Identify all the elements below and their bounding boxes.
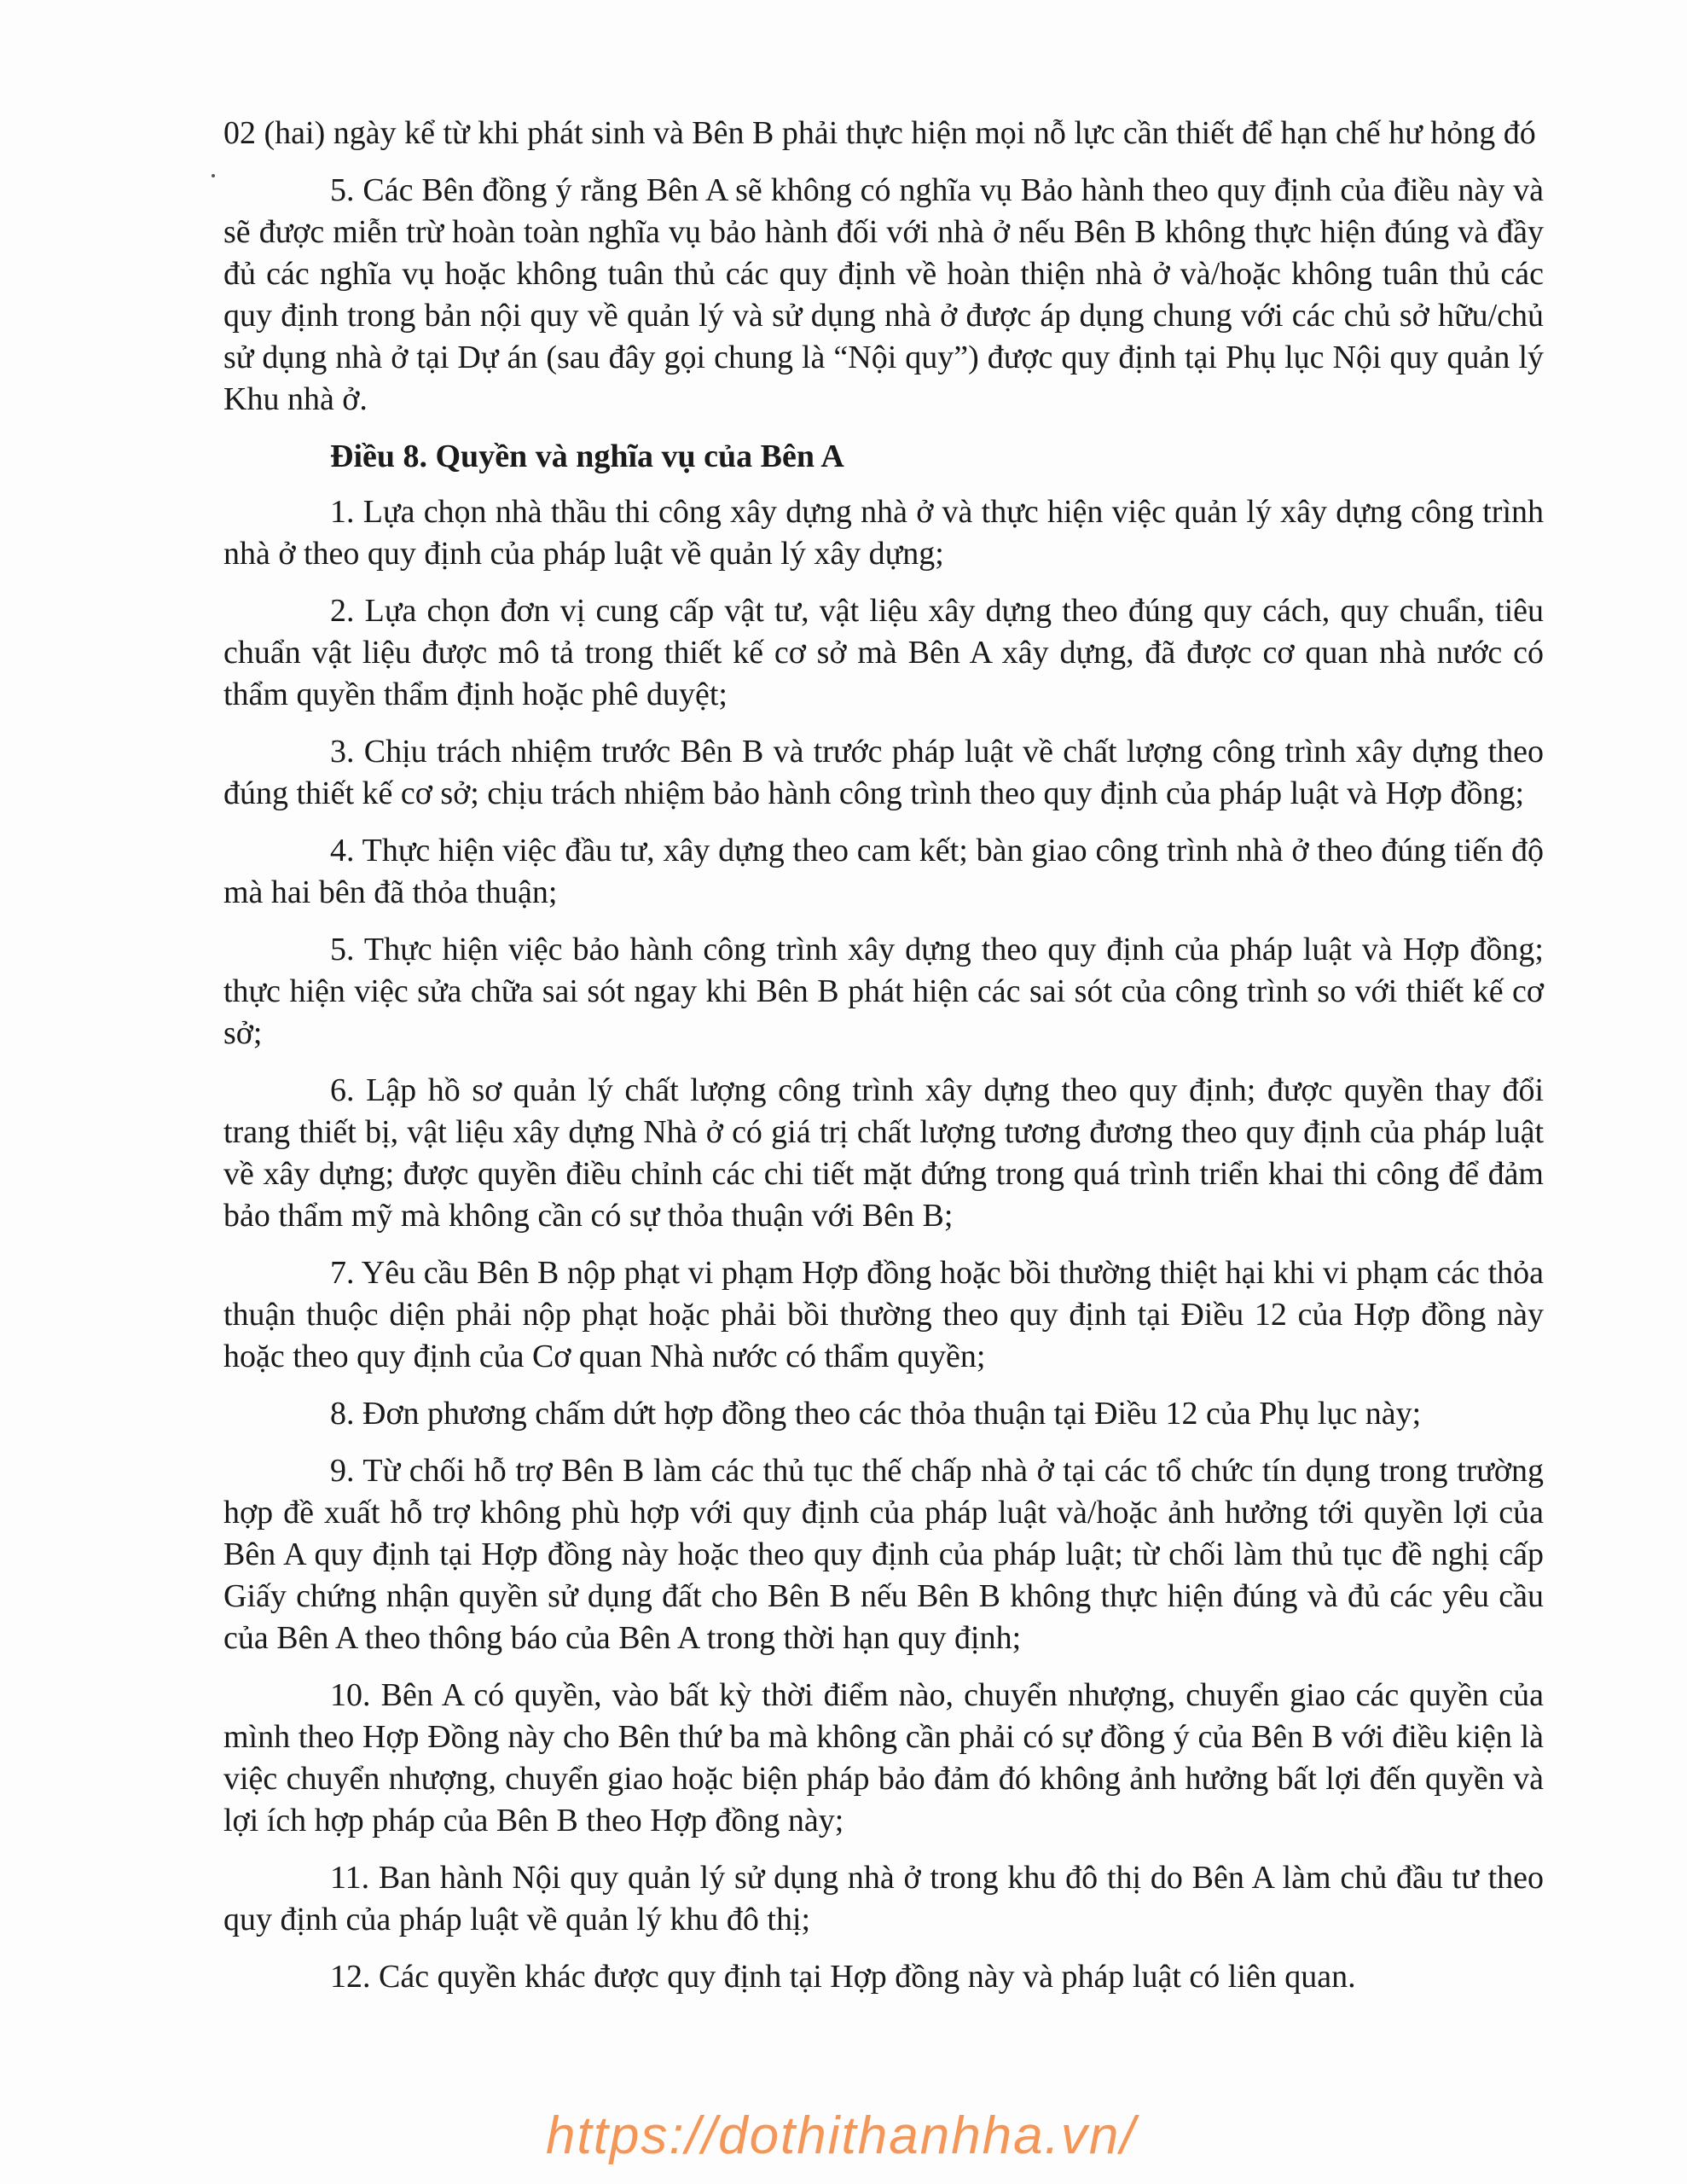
clause-12: 12. Các quyền khác được quy định tại Hợp đồng này và pháp luật có liên quan. [330,1959,1356,1995]
clause-6: 6. Lập hồ sơ quản lý chất lượng công trình xây dựng theo quy định; được quyền thay đổi trang thiết bị, vật liệu xây dựng Nhà ở có giá trị chất lượng tương đương theo quy định của pháp luật về xây dựng; được quyền điều chỉnh các chi tiết mặt đứng trong quá trình triển khai thi công để đảm bảo thẩm mỹ mà không cần có sự thỏa thuận với Bên B; [223,1072,1544,1234]
clause-4: 4. Thực hiện việc đầu tư, xây dựng theo cam kết; bàn giao công trình nhà ở theo đúng tiến độ mà hai bên đã thỏa thuận; [223,833,1544,910]
scan-speck [212,174,215,177]
clause-3: 3. Chịu trách nhiệm trước Bên B và trước pháp luật về chất lượng công trình xây dựng theo đúng thiết kế cơ sở; chịu trách nhiệm bảo hành công trình theo quy định của pháp luật và Hợp đồng; [223,734,1544,811]
clause-9: 9. Từ chối hỗ trợ Bên B làm các thủ tục thế chấp nhà ở tại các tổ chức tín dụng trong trường hợp đề xuất hỗ trợ không phù hợp với quy định của pháp luật và/hoặc ảnh hưởng tới quyền lợi của Bên A quy định tại Hợp đồng này hoặc theo quy định của pháp luật; từ chối làm thủ tục đề nghị cấp Giấy chứng nhận quyền sử dụng đất cho Bên B nếu Bên B không thực hiện đúng và đủ các yêu cầu của Bên A theo thông báo của Bên A trong thời hạn quy định; [223,1453,1544,1656]
paragraph-continued: 02 (hai) ngày kể từ khi phát sinh và Bên B phải thực hiện mọi nỗ lực cần thiết để hạn chế hư hỏng đó [223,115,1536,151]
article-8-heading: Điều 8. Quyền và nghĩa vụ của Bên A [330,439,844,474]
clause-10: 10. Bên A có quyền, vào bất kỳ thời điểm nào, chuyển nhượng, chuyển giao các quyền của mình theo Hợp Đồng này cho Bên thứ ba mà không cần phải có sự đồng ý của Bên B với điều kiện là việc chuyển nhượng, chuyển giao hoặc biện pháp bảo đảm đó không ảnh hưởng bất lợi đến quyền và lợi ích hợp pháp của Bên B theo Hợp đồng này; [223,1677,1544,1838]
clause-7: 7. Yêu cầu Bên B nộp phạt vi phạm Hợp đồng hoặc bồi thường thiệt hại khi vi phạm các thỏa thuận thuộc diện phải nộp phạt hoặc phải bồi thường theo quy định tại Điều 12 của Hợp đồng này hoặc theo quy định của Cơ quan Nhà nước có thẩm quyền; [223,1255,1544,1374]
clause-1: 1. Lựa chọn nhà thầu thi công xây dựng nhà ở và thực hiện việc quản lý xây dựng công trình nhà ở theo quy định của pháp luật về quản lý xây dựng; [223,494,1544,572]
clause-5: 5. Thực hiện việc bảo hành công trình xây dựng theo quy định của pháp luật và Hợp đồng; thực hiện việc sửa chữa sai sót ngay khi Bên B phát hiện các sai sót của công trình so với thiết kế cơ sở; [223,932,1544,1051]
document-body [223,113,1544,2013]
paragraph-5-warranty-exemption: 5. Các Bên đồng ý rằng Bên A sẽ không có nghĩa vụ Bảo hành theo quy định của điều này và sẽ được miễn trừ hoàn toàn nghĩa vụ bảo hành đối với nhà ở nếu Bên B không thực hiện đúng và đầy đủ các nghĩa vụ hoặc không tuân thủ các quy định về hoàn thiện nhà ở và/hoặc không tuân thủ các quy định trong bản nội quy về quản lý và sử dụng nhà ở được áp dụng chung với các chủ sở hữu/chủ sử dụng nhà ở tại Dự án (sau đây gọi chung là “Nội quy”) được quy định tại Phụ lục Nội quy quản lý Khu nhà ở. [223,172,1544,417]
clause-2: 2. Lựa chọn đơn vị cung cấp vật tư, vật liệu xây dựng theo đúng quy cách, quy chuẩn, tiêu chuẩn vật liệu được mô tả trong thiết kế cơ sở mà Bên A xây dựng, đã được cơ quan nhà nước có thẩm quyền thẩm định hoặc phê duyệt; [223,593,1544,712]
clause-8: 8. Đơn phương chấm dứt hợp đồng theo các thỏa thuận tại Điều 12 của Phụ lục này; [330,1396,1422,1432]
clause-11: 11. Ban hành Nội quy quản lý sử dụng nhà ở trong khu đô thị do Bên A làm chủ đầu tư theo quy định của pháp luật về quản lý khu đô thị; [223,1860,1544,1937]
watermark-url: https://dothithanhha.vn/ [546,2106,1137,2165]
